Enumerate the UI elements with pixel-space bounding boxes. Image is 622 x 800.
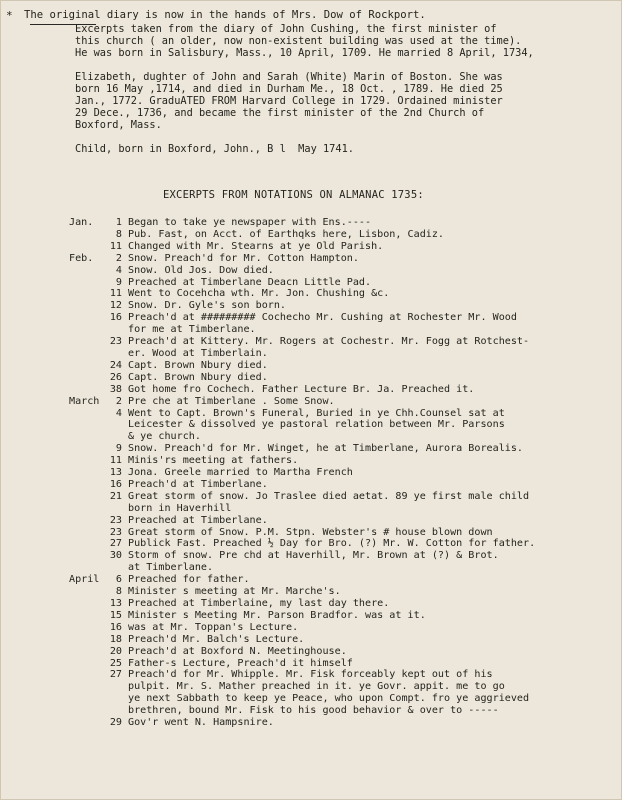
entry-line: Preached at Timberlane. [128, 514, 268, 526]
entry-line: Leicester & dissolved ye pastoral relation between Mr. Parsons [128, 419, 505, 431]
diary-entry [69, 515, 614, 527]
entry-day: 38 [109, 383, 122, 395]
diary-entry [69, 443, 614, 455]
entry-line: ye next Sabbath to keep ye Peace, who upon Compt. fro ye aggrieved [128, 693, 530, 705]
diary-entry [69, 312, 614, 336]
entry-text [128, 288, 614, 300]
entry-month: Feb. [69, 252, 94, 264]
entry-line: Preach'd at ######### Cochecho Mr. Cushing at Rochester Mr. Wood [128, 312, 517, 324]
diary-entry [69, 717, 614, 729]
diary-entry [69, 372, 614, 384]
diary-entry [69, 288, 614, 300]
entry-month [69, 479, 102, 491]
entry-day: 25 [109, 657, 122, 669]
entry-month [69, 229, 102, 241]
entry-text [128, 300, 614, 312]
entry-line: Preach'd at Boxford N. Meetinghouse. [128, 645, 347, 657]
diary-entry [69, 527, 614, 539]
intro-line: Child, born in Boxford, John., B l May 1741. [75, 143, 354, 155]
entry-month [69, 586, 102, 598]
entry-day: 23 [109, 514, 122, 526]
entry-month [69, 610, 102, 622]
entry-line: Snow. Dr. Gyle's son born. [128, 300, 287, 312]
entry-line: Went to Capt. Brown's Funeral, Buried in ye Chh.Counsel sat at [128, 407, 505, 419]
diary-entry [69, 217, 614, 229]
entry-day: 29 [109, 717, 122, 729]
entry-line: was at Mr. Toppan's Lecture. [128, 621, 299, 633]
entry-line: Publick Fast. Preached ½ Day for Bro. (?) Mr. W. Cotton for father. [128, 538, 536, 550]
diary-entry [69, 479, 614, 491]
entry-text [128, 515, 614, 527]
diary-entry [69, 300, 614, 312]
entry-text [128, 717, 614, 729]
entry-day: 1 [115, 217, 122, 228]
entry-line: Capt. Brown Nbury died. [128, 359, 268, 371]
entry-line: Snow. Preach'd for Mr. Cotton Hampton. [128, 252, 359, 264]
entry-month [69, 300, 102, 312]
entry-day: 13 [109, 467, 122, 479]
entry-text [128, 646, 614, 658]
entry-day: 26 [109, 371, 122, 383]
entry-month [69, 384, 102, 396]
entry-line: Began to take ye newspaper with Ens.---- [128, 217, 372, 228]
diary-entry [69, 538, 614, 550]
entry-line: Snow. Old Jos. Dow died. [128, 264, 274, 276]
entry-text [128, 527, 614, 539]
diary-entry [69, 622, 614, 634]
entry-day: 2 [115, 395, 122, 407]
diary-entry [69, 646, 614, 658]
entry-line: Great storm of snow. Jo Traslee died aetat. 89 ye first male child [128, 490, 530, 502]
diary-entry [69, 598, 614, 610]
diary-entry [69, 384, 614, 396]
entry-month [69, 717, 102, 729]
entry-day: 9 [115, 276, 122, 288]
entry-text [128, 253, 614, 265]
entry-day: 13 [109, 598, 122, 609]
entry-month [69, 312, 102, 336]
entry-text [128, 658, 614, 670]
entry-line: Went to Cocehcha wth. Mr. Jon. Chushing &c. [128, 288, 390, 300]
diary-entry [69, 669, 614, 717]
entry-month [69, 360, 102, 372]
entry-text [128, 669, 614, 717]
entry-text [128, 467, 614, 479]
diary-entries [69, 217, 614, 729]
entry-line: Preach'd at Kittery. Mr. Rogers at Cochestr. Mr. Fogg at Rotchest- [128, 336, 530, 348]
intro-line: this church ( an older, now non-existent building was used at the time). [75, 35, 522, 47]
entry-text [128, 229, 614, 241]
diary-entry [69, 610, 614, 622]
entry-day: 16 [109, 621, 122, 633]
intro-paragraph [75, 23, 615, 59]
diary-entry [69, 336, 614, 360]
entry-month [69, 669, 102, 717]
entry-month [69, 372, 102, 384]
entry-text [128, 336, 614, 360]
intro-line: Excerpts taken from the diary of John Cushing, the first minister of [75, 23, 497, 35]
diary-entry [69, 634, 614, 646]
diary-entry [69, 574, 614, 586]
entry-month [69, 467, 102, 479]
diary-entry [69, 491, 614, 515]
entry-day: 12 [109, 300, 122, 312]
entry-day: 30 [109, 550, 122, 562]
entry-line: Storm of snow. Pre chd at Haverhill, Mr. Brown at (?) & Brot. [128, 550, 499, 562]
entry-day: 15 [109, 609, 122, 621]
entry-day: 11 [109, 240, 122, 252]
entry-text [128, 491, 614, 515]
entry-month [69, 288, 102, 300]
entry-month [69, 277, 102, 289]
entry-line: Got home fro Cochech. Father Lecture Br. Ja. Preached it. [128, 383, 475, 395]
entry-line: Pub. Fast, on Acct. of Earthqks here, Lisbon, Cadiz. [128, 228, 445, 240]
entry-month [69, 491, 102, 515]
entry-day: 23 [109, 336, 122, 348]
entry-day: 16 [109, 478, 122, 490]
entry-line: Great storm of Snow. P.M. Stpn. Webster's # house blown down [128, 526, 493, 538]
entry-month [69, 408, 102, 444]
entry-line: Gov'r went N. Hampsnire. [128, 717, 274, 729]
entry-day: 8 [115, 228, 122, 240]
entry-line: Minister s Meeting Mr. Parson Bradfor. was at it. [128, 609, 426, 621]
intro-line: Elizabeth, dughter of John and Sarah (White) Marin of Boston. She was [75, 71, 503, 83]
entry-month: April [69, 574, 100, 586]
diary-entry [69, 360, 614, 372]
entry-line: Snow. Preach'd for Mr. Winget, he at Timberlane, Aurora Borealis. [128, 443, 524, 455]
almanac-heading: EXCERPTS FROM NOTATIONS ON ALMANAC 1735: [163, 189, 424, 201]
entry-month [69, 598, 102, 610]
entry-text [128, 598, 614, 610]
entry-line: for me at Timberlane. [128, 324, 256, 336]
intro-paragraph [75, 143, 615, 155]
intro-line: 29 Dece., 1736, and became the first minister of the 2nd Church of [75, 107, 485, 119]
entry-month [69, 634, 102, 646]
asterisk-mark: * [6, 9, 13, 22]
entry-text [128, 241, 614, 253]
entry-day: 16 [109, 312, 122, 324]
entry-month [69, 538, 102, 550]
intro-line: Jan., 1772. GraduATED FROM Harvard College in 1729. Ordained minister [75, 95, 503, 107]
entry-text [128, 550, 614, 574]
entry-text [128, 479, 614, 491]
entry-text [128, 622, 614, 634]
entry-month [69, 658, 102, 670]
diary-entry [69, 586, 614, 598]
entry-line: Minis'rs meeting at fathers. [128, 455, 299, 467]
entry-text [128, 277, 614, 289]
diary-entry [69, 265, 614, 277]
entry-day: 18 [109, 633, 122, 645]
entry-day: 23 [109, 526, 122, 538]
entry-month [69, 241, 102, 253]
entry-line: Preach'd Mr. Balch's Lecture. [128, 633, 305, 645]
entry-day: 20 [109, 645, 122, 657]
intro-line: born 16 May ,1714, and died in Durham Me., 18 Oct. , 1789. He died 25 [75, 83, 503, 95]
entry-text [128, 408, 614, 444]
entry-text [128, 312, 614, 336]
diary-entry [69, 658, 614, 670]
intro-paragraph [75, 71, 615, 131]
entry-day: 27 [109, 669, 122, 681]
entry-month [69, 455, 102, 467]
entry-day: 21 [109, 490, 122, 502]
top-note: The original diary is now in the hands of Mrs. Dow of Rockport. [24, 9, 426, 21]
entry-month [69, 646, 102, 658]
intro-line: He was born in Salisbury, Mass., 10 April, 1709. He married 8 April, 1734, [75, 47, 534, 59]
diary-entry [69, 253, 614, 265]
entry-text [128, 265, 614, 277]
entry-text [128, 372, 614, 384]
entry-month [69, 336, 102, 360]
entry-text [128, 360, 614, 372]
entry-line: & ye church. [128, 431, 201, 443]
entry-line: Capt. Brown Nbury died. [128, 371, 268, 383]
diary-entry [69, 455, 614, 467]
entry-day: 9 [115, 443, 122, 455]
entry-line: Preach'd at Timberlane. [128, 478, 268, 490]
intro-line: Boxford, Mass. [75, 119, 162, 131]
entry-line: Preach'd for Mr. Whipple. Mr. Fisk forceably kept out of his [128, 669, 493, 681]
entry-month: Jan. [69, 217, 94, 228]
entry-text [128, 538, 614, 550]
entry-text [128, 634, 614, 646]
diary-entry [69, 277, 614, 289]
entry-line: Preached for father. [128, 574, 250, 586]
entry-day: 27 [109, 538, 122, 550]
entry-month: March [69, 395, 100, 407]
entry-line: Father-s Lecture, Preach'd it himself [128, 657, 353, 669]
diary-entry [69, 408, 614, 444]
entry-line: pulpit. Mr. S. Mather preached in it. ye Govr. appit. me to go [128, 681, 505, 693]
entry-text [128, 610, 614, 622]
entry-line: Pre che at Timberlane . Some Snow. [128, 395, 335, 407]
entry-text [128, 443, 614, 455]
entry-day: 4 [115, 264, 122, 276]
entry-day: 24 [109, 359, 122, 371]
entry-text [128, 586, 614, 598]
entry-line: er. Wood at Timberlain. [128, 347, 268, 359]
entry-line: born in Haverhill [128, 502, 232, 514]
entry-day: 4 [115, 407, 122, 419]
diary-entry [69, 229, 614, 241]
entry-line: Minister s meeting at Mr. Marche's. [128, 586, 341, 598]
entry-day: 11 [109, 455, 122, 467]
entry-text [128, 217, 614, 229]
entry-line: at Timberlane. [128, 562, 214, 574]
entry-day: 11 [109, 288, 122, 300]
entry-day: 8 [115, 586, 122, 598]
entry-month [69, 443, 102, 455]
diary-entry [69, 467, 614, 479]
entry-text [128, 574, 614, 586]
entry-line: Changed with Mr. Stearns at ye Old Parish. [128, 240, 384, 252]
entry-text [128, 455, 614, 467]
entry-line: brethren, bound Mr. Fisk to his good behavior & over to ----- [128, 705, 499, 717]
entry-day: 6 [115, 574, 122, 586]
entry-month [69, 527, 102, 539]
entry-line: Preached at Timberlane Deacn Little Pad. [128, 276, 372, 288]
intro-section [75, 23, 615, 155]
entry-month [69, 622, 102, 634]
entry-month [69, 515, 102, 527]
diary-entry [69, 550, 614, 574]
diary-entry [69, 396, 614, 408]
entry-month [69, 550, 102, 574]
entry-text [128, 396, 614, 408]
entry-line: Preached at Timberlaine, my last day there. [128, 598, 390, 609]
entry-line: Jona. Greele married to Martha French [128, 467, 353, 479]
entry-month [69, 265, 102, 277]
entry-text [128, 384, 614, 396]
diary-entry [69, 241, 614, 253]
entry-day: 2 [115, 252, 122, 264]
